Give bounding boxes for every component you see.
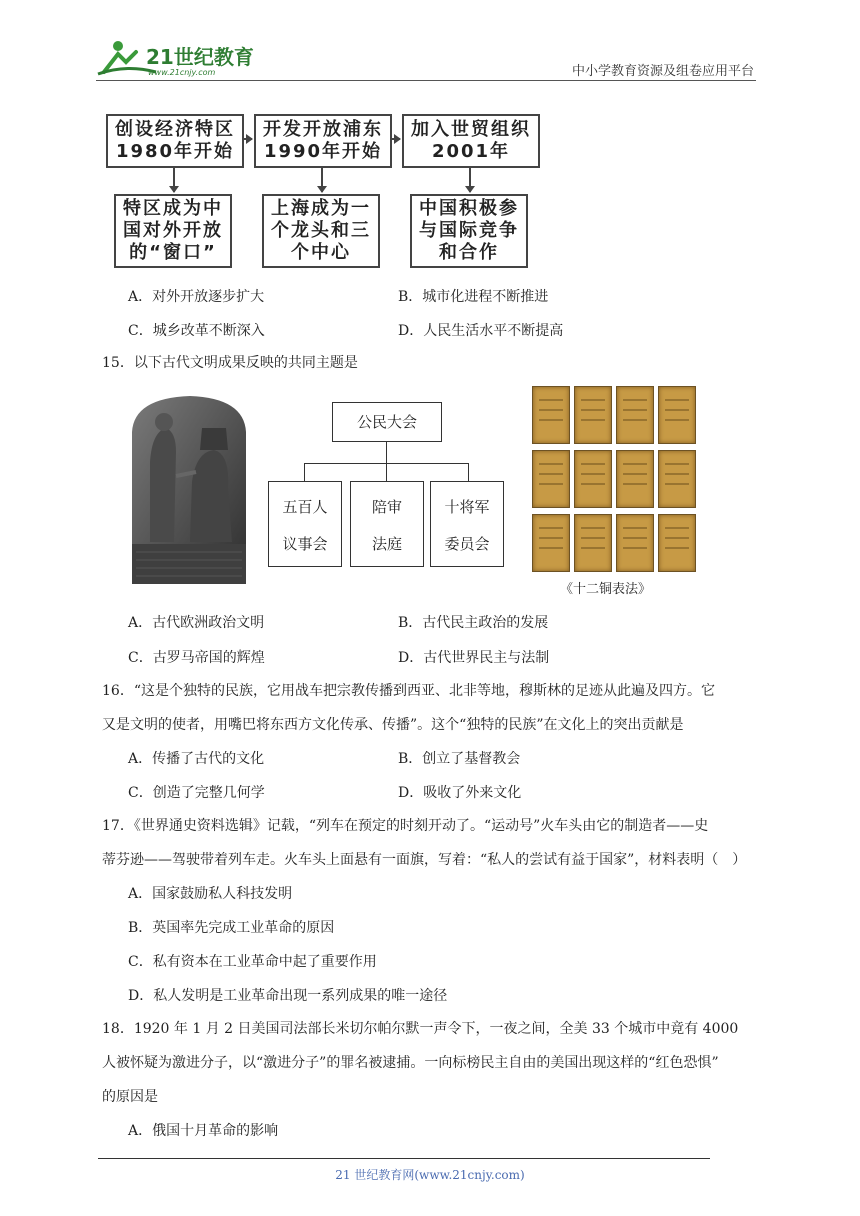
flow-result-sez: 特区成为中 国对外开放 的“窗口” [114,194,232,268]
flow-box-sez: 创设经济特区 1980年开始 [106,114,244,168]
q15-option-a[interactable]: A．古代欧洲政治文明 [128,615,265,631]
q18-stem-line1: 18．1920 年 1 月 2 日美国司法部长米切尔帕尔默一声令下，一夜之间，全美 33 个城市中竟有 4000 [102,1021,739,1037]
q16-option-d[interactable]: D．吸收了外来文化 [398,785,522,801]
flow-box-pudong: 开发开放浦东 1990年开始 [254,114,392,168]
q15-option-c[interactable]: C．古罗马帝国的辉煌 [128,650,265,666]
q18-stem-line3: 的原因是 [102,1089,158,1105]
site-logo [96,38,266,78]
jury-court-box: 陪审 法庭 [350,481,424,567]
q18-stem-line2: 人被怀疑为激进分子，以“激进分子”的罪名被逮捕。一向标榜民主自由的美国出现这样的“红色恐惧” [102,1055,719,1071]
twelve-tables-caption: 《十二铜表法》 [560,582,652,597]
council-500-box: 五百人 议事会 [268,481,342,567]
q17-option-b[interactable]: B．英国率先完成工业革命的原因 [128,920,335,936]
q17-option-c[interactable]: C．私有资本在工业革命中起了重要作用 [128,954,377,970]
flow-arrow-1 [242,138,252,140]
q16-option-c[interactable]: C．创造了完整几何学 [128,785,265,801]
citizens-assembly-box: 公民大会 [332,402,442,442]
header-divider [96,80,756,81]
q15-stem: 15．以下古代文明成果反映的共同主题是 [102,355,358,371]
diagram-connector [386,463,387,481]
twelve-tables-image [530,384,696,576]
q16-option-b[interactable]: B．创立了基督教会 [398,751,521,767]
q16-option-a[interactable]: A．传播了古代的文化 [128,751,265,767]
flow-result-china: 中国积极参 与国际竞争 和合作 [410,194,528,268]
q16-stem-line1: 16．“这是个独特的民族，它用战车把宗教传播到西亚、北非等地，穆斯林的足迹从此遍及四方。它 [102,683,715,699]
q15-option-d[interactable]: D．古代世界民主与法制 [398,650,550,666]
generals-board-box: 十将军 委员会 [430,481,504,567]
q17-stem-line2: 蒂芬逊——驾驶带着列车走。火车头上面悬有一面旗，写着：“私人的尝试有益于国家”，材料表明（ ） [102,852,747,868]
q14-option-c[interactable]: C．城乡改革不断深入 [128,323,265,339]
q16-stem-line2: 又是文明的使者，用嘴巴将东西方文化传承、传播”。这个“独特的民族”在文化上的突出贡献是 [102,717,684,733]
q17-option-d[interactable]: D．私人发明是工业革命出现一系列成果的唯一途径 [128,988,448,1004]
reform-flowchart [100,106,550,276]
svg-text:www.21cnjy.com: www.21cnjy.com [148,68,216,77]
svg-text:21世纪教育: 21世纪教育 [146,45,254,69]
flow-result-shanghai: 上海成为一 个龙头和三 个中心 [262,194,380,268]
diagram-connector [386,441,387,463]
q17-stem-line1: 17．《世界通史资料选辑》记载，“列车在预定的时刻开动了。“运动号”火车头由它的制造者——史 [102,818,709,834]
flow-down-arrow-2 [321,166,323,192]
q14-option-b[interactable]: B．城市化进程不断推进 [398,289,549,305]
q18-option-a[interactable]: A．俄国十月革命的影响 [128,1123,279,1139]
hammurabi-stele-image [130,392,248,584]
diagram-connector [468,463,469,481]
flow-down-arrow-3 [469,166,471,192]
footer-divider [98,1158,710,1159]
diagram-connector [304,463,305,481]
q14-option-a[interactable]: A．对外开放逐步扩大 [128,289,265,305]
platform-name: 中小学教育资源及组卷应用平台 [571,64,754,79]
q17-option-a[interactable]: A．国家鼓励私人科技发明 [128,886,293,902]
flow-down-arrow-1 [173,166,175,192]
flow-arrow-2 [390,138,400,140]
q15-option-b[interactable]: B．古代民主政治的发展 [398,615,549,631]
q14-option-d[interactable]: D．人民生活水平不断提高 [398,323,564,339]
flow-box-wto: 加入世贸组织 2001年 [402,114,540,168]
footer-text: 21 世纪教育网(www.21cnjy.com) [335,1168,525,1182]
